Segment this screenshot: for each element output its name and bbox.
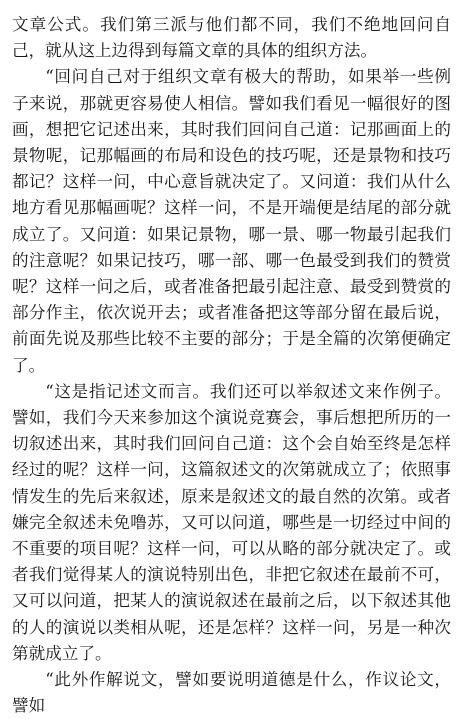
- paragraph-1: 文章公式。我们第三派与他们都不同，我们不绝地回问自己，就从这上边得到每篇文章的具体的组织方法。: [12, 15, 451, 61]
- paragraph-3: “这是指记述文而言。我们还可以举叙述文来作例子。譬如，我们今天来参加这个演说竞赛会，事后想把所历的一切叙述出来，其时我们回问自己道：这个会自始至终是怎样经过的呢？这样一问，这篇叙述文的次第就成立了；依照事情发生的先后来叙述，原来是叙述文的最自然的次第。或者嫌完全叙述未免噜苏，又可以问道，哪些是一切经过中间的不重要的项目呢？这样一问，可以从略的部分就决定了。或者我们觉得某人的演说特别出色，非把它叙述在最前不可，又可以问道，把某人的演说叙述在最前之后，以下叙述其他的人的演说以类相从呢，还是怎样？这样一问，另是一种次第就成立了。: [12, 381, 451, 663]
- paragraph-4: “此外作解说文，譬如要说明道德是什么，作议论文，譬如: [12, 670, 451, 716]
- paragraph-2: “回问自己对于组织文章有极大的帮助，如果举一些例子来说，那就更容易使人相信。譬如我们看见一幅很好的图画，想把它记述出来，其时我们回问自己道：记那画面上的景物呢，记那幅画的布局和设色的技巧呢，还是景物和技巧都记？这样一问，中心意旨就决定了。又问道：我们从什么地方看见那幅画呢？这样一问，不是开端便是结尾的部分就成立了。又问道：如果记景物，哪一景、哪一物最引起我们的注意呢？如果记技巧，哪一部、哪一色最受到我们的赞赏呢？这样一问之后，或者准备把最引起注意、最受到赞赏的部分作主，依次说开去；或者准备把这等部分留在最后说，前面先说及那些比较不主要的部分；于是全篇的次第便确定了。: [12, 67, 451, 375]
